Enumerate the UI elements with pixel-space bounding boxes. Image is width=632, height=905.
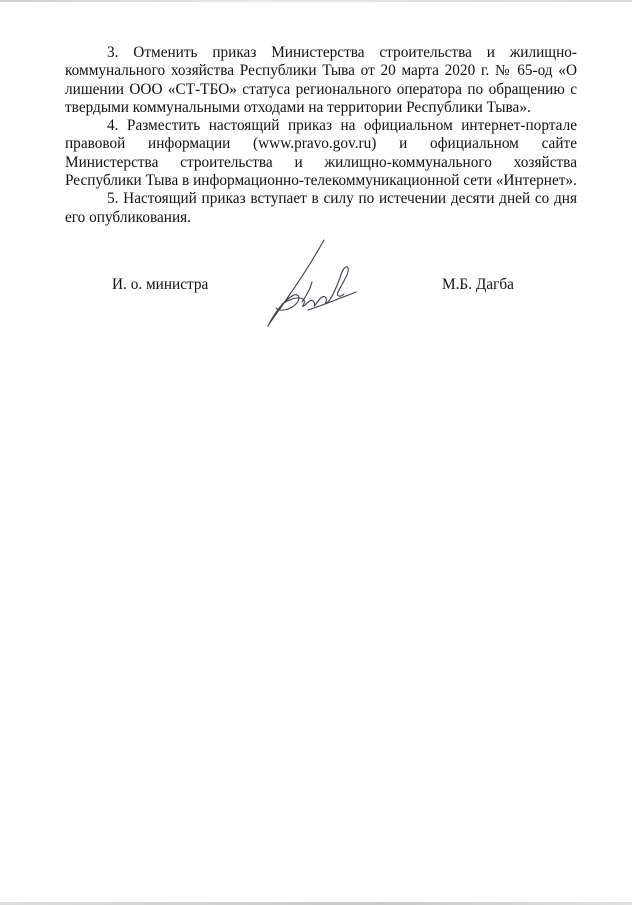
paragraph-4: 4. Разместить настоящий приказ на официальном интернет-портале правовой информации (www.pravo.gov.ru) и официальном сайте Министерства строительства и жилищно-коммунального хозяйства Республики Тыва в информационно-телекоммуникационной сети «Интернет». [65,117,577,190]
paragraph-5: 5. Настоящий приказ вступает в силу по истечении десяти дней со дня его опубликования. [65,190,577,226]
signatory-name: М.Б. Дагба [442,276,514,293]
handwritten-signature [262,238,358,330]
paragraph-3: 3. Отменить приказ Министерства строительства и жилищно-коммунального хозяйства Республики Тыва от 20 марта 2020 г. № 65-од «О лишении ООО «СТ-ТБО» статуса регионального оператора по обращению с твердыми коммунальными отходами на территории Республики Тыва». [65,44,577,116]
signatory-position: И. о. министра [112,276,209,293]
